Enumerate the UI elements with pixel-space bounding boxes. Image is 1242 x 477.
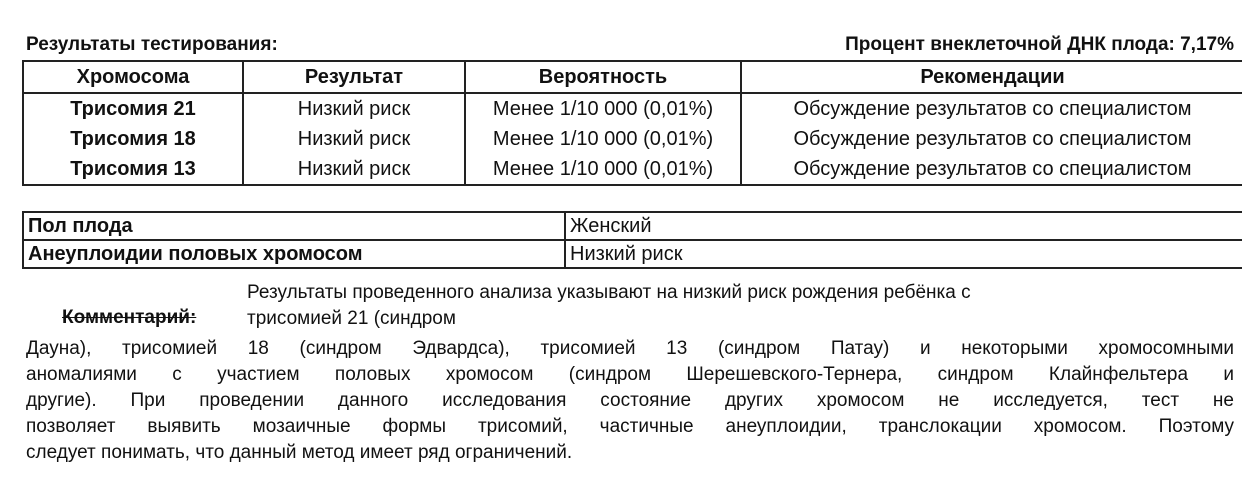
results-table-header (23, 61, 1242, 93)
column-header-result: Результат (243, 61, 465, 93)
fetal-sex-label: Пол плода (23, 212, 565, 240)
comment-intro (247, 280, 1207, 332)
result-cell: Низкий риск (243, 154, 465, 185)
results-heading: Результаты тестирования: (26, 34, 278, 55)
comment-line: трисомией 21 (синдром (247, 308, 456, 329)
comment-line: аномалиями с участием половых хромосом (синдром Шерешевского-Тернера, синдром Клайнфельтера и (26, 364, 1234, 385)
fetal-dna-percentage: Процент внеклеточной ДНК плода: 7,17% (845, 34, 1234, 55)
column-header-chromosome: Хромосома (23, 61, 243, 93)
comment-line: Дауна), трисомией 18 (синдром Эдвардса), трисомией 13 (синдром Патау) и некоторыми хромосомными (26, 338, 1234, 359)
comment-line: следует понимать, что данный метод имеет ряд ограничений. (26, 442, 573, 463)
table-row (23, 212, 1242, 240)
sex-aneuploidy-label: Анеуплоидии половых хромосом (23, 240, 565, 268)
probability-cell: Менее 1/10 000 (0,01%) (465, 124, 741, 154)
comment-line: позволяет выявить мозаичные формы трисомий, частичные анеуплоидии, транслокации хромосом. Поэтому (26, 416, 1234, 437)
column-header-recommendations: Рекомендации (741, 61, 1242, 93)
chromosome-cell: Трисомия 21 (23, 93, 243, 124)
column-header-probability: Вероятность (465, 61, 741, 93)
recommendation-cell: Обсуждение результатов со специалистом (741, 93, 1242, 124)
result-cell: Низкий риск (243, 93, 465, 124)
recommendation-cell: Обсуждение результатов со специалистом (741, 154, 1242, 185)
recommendation-cell: Обсуждение результатов со специалистом (741, 124, 1242, 154)
comment-line: другие). При проведении данного исследования состояние других хромосом не исследуется, тест не (26, 390, 1234, 411)
comment-body (26, 336, 1234, 466)
fetal-sex-value: Женский (565, 212, 1242, 240)
chromosome-cell: Трисомия 18 (23, 124, 243, 154)
chromosome-cell: Трисомия 13 (23, 154, 243, 185)
table-row (23, 93, 1242, 124)
probability-cell: Менее 1/10 000 (0,01%) (465, 93, 741, 124)
sex-aneuploidy-value: Низкий риск (565, 240, 1242, 268)
probability-cell: Менее 1/10 000 (0,01%) (465, 154, 741, 185)
comment-label: Комментарий: (62, 307, 197, 328)
result-cell: Низкий риск (243, 124, 465, 154)
results-table (22, 60, 1242, 186)
table-row (23, 240, 1242, 268)
comment-line: Результаты проведенного анализа указывают на низкий риск рождения ребёнка с (247, 282, 971, 303)
table-row (23, 154, 1242, 185)
sex-chromosome-table (22, 211, 1242, 269)
table-row (23, 124, 1242, 154)
